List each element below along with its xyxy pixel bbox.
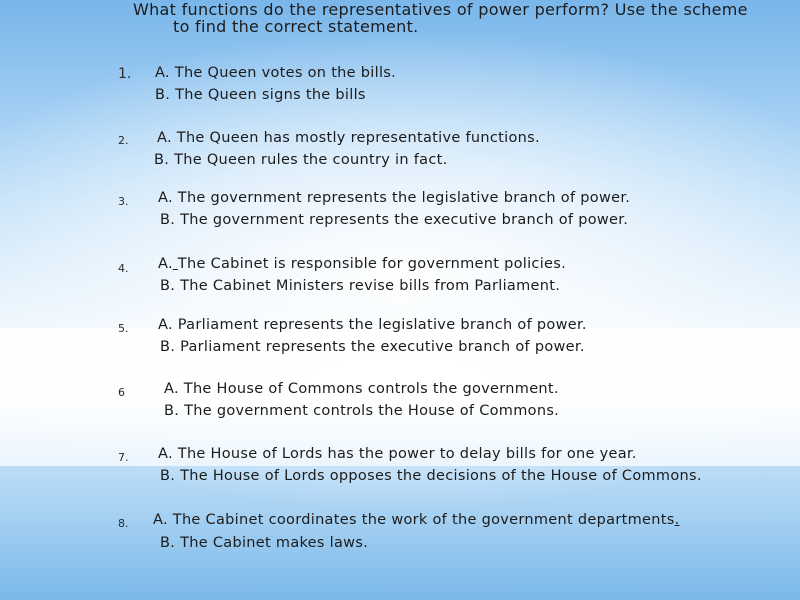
- option-text: The Cabinet coordinates the work of the government departments: [167, 512, 675, 528]
- option-b: B. The government represents the executive branch of power.: [160, 212, 629, 228]
- question-number: 5.: [118, 322, 129, 335]
- option-a: [158, 256, 566, 272]
- option-letter: A.: [153, 512, 168, 528]
- option-text: The Queen has mostly representative functions.: [171, 130, 540, 146]
- option-a: [157, 130, 540, 146]
- question-number: 1.: [118, 66, 132, 82]
- option-a: [158, 317, 587, 333]
- option-letter: A.: [164, 381, 179, 397]
- option-b: B. The House of Lords opposes the decisions of the House of Commons.: [160, 468, 702, 484]
- question-number: 8.: [118, 517, 129, 530]
- option-a: [164, 381, 559, 397]
- option-b: B. The government controls the House of Commons.: [164, 403, 560, 419]
- option-a: [158, 446, 637, 462]
- option-b: B. The Cabinet Ministers revise bills from Parliament.: [160, 278, 561, 294]
- question-number: 7.: [118, 451, 129, 464]
- question-number: 2.: [118, 134, 129, 147]
- option-letter: A.: [158, 317, 173, 333]
- option-a: [158, 190, 630, 206]
- task-heading-line-1: What functions do the representatives of power perform? Use the scheme: [133, 0, 748, 19]
- question-number: 3.: [118, 195, 129, 208]
- option-b: B. Parliament represents the executive branch of power.: [160, 339, 585, 355]
- option-letter: A.: [155, 65, 170, 81]
- option-letter: A.: [158, 256, 173, 272]
- option-a: [153, 512, 679, 528]
- option-a: [155, 65, 396, 81]
- option-b: B. The Cabinet makes laws.: [160, 535, 369, 551]
- option-letter: A.: [157, 130, 172, 146]
- option-letter: A.: [158, 446, 173, 462]
- option-text: The House of Lords has the power to delay bills for one year.: [172, 446, 637, 462]
- option-b: B. The Queen rules the country in fact.: [154, 152, 448, 168]
- option-text: Parliament represents the legislative branch of power.: [172, 317, 587, 333]
- question-number: 4.: [118, 262, 129, 275]
- option-b: B. The Queen signs the bills: [155, 87, 366, 103]
- option-letter: A.: [158, 190, 173, 206]
- option-text: The government represents the legislative branch of power.: [172, 190, 631, 206]
- task-heading-line-2: to find the correct statement.: [173, 17, 419, 36]
- option-text: The Queen votes on the bills.: [169, 65, 397, 81]
- option-text: The Cabinet is responsible for government policies.: [177, 256, 567, 272]
- task-heading: [133, 1, 793, 35]
- option-tail: .: [674, 512, 680, 528]
- question-number: 6: [118, 386, 125, 399]
- option-text: The House of Commons controls the government.: [178, 381, 559, 397]
